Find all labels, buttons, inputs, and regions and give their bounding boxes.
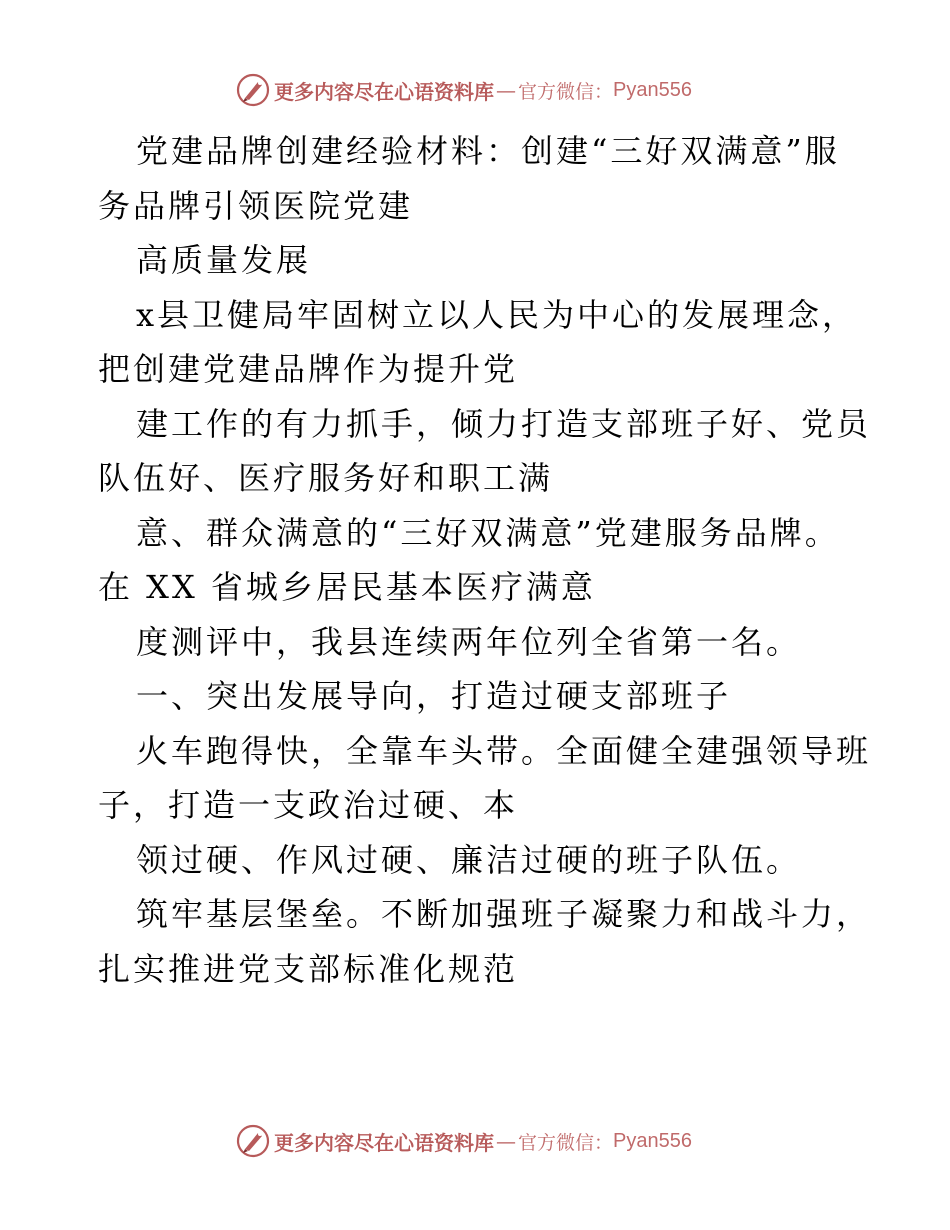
banner-account-id: Pyan556	[613, 78, 692, 101]
text-line: 筑牢基层堡垒。不断加强班子凝聚力和战斗力，	[136, 895, 872, 933]
text-line: 队伍好、医疗服务好和职工满	[98, 459, 554, 497]
text-line: 建工作的有力抓手，倾力打造支部班子好、党员	[136, 404, 872, 443]
banner-account-id: Pyan556	[613, 1129, 692, 1152]
text-line: 意、群众满意的“三好双满意”党建服务品牌。	[136, 513, 840, 552]
header-banner	[236, 70, 692, 110]
document-body	[98, 124, 872, 996]
text-line: 党建品牌创建经验材料：创建“三好双满意”服	[136, 132, 840, 170]
text-line: 务品牌引领医院党建	[98, 186, 414, 225]
pen-logo-icon	[236, 1124, 270, 1158]
text-line: 扎实推进党支部标准化规范	[98, 949, 519, 988]
banner-separator: —	[496, 78, 516, 102]
banner-main-text: 更多内容尽在心语资料库	[274, 1130, 494, 1155]
banner-label: 官方微信：	[518, 80, 614, 103]
text-line: x县卫健局牢固树立以人民为中心的发展理念，	[136, 295, 858, 334]
text-line: 一、突出发展导向，打造过硬支部班子	[136, 677, 732, 715]
text-line: 把创建党建品牌作为提升党	[98, 350, 519, 388]
text-line: 火车跑得快，全靠车头带。全面健全建强领导班	[136, 731, 872, 770]
banner-separator: —	[496, 1129, 516, 1153]
footer-banner	[236, 1121, 692, 1161]
text-line: 子，打造一支政治过硬、本	[98, 786, 519, 824]
text-line: 领过硬、作风过硬、廉洁过硬的班子队伍。	[136, 840, 802, 879]
text-line: 度测评中，我县连续两年位列全省第一名。	[136, 622, 802, 661]
text-line: 在 XX 省城乡居民基本医疗满意	[98, 568, 596, 606]
banner-label: 官方微信：	[518, 1131, 614, 1154]
pen-logo-icon	[236, 73, 270, 107]
text-line: 高质量发展	[136, 241, 312, 279]
banner-main-text: 更多内容尽在心语资料库	[274, 79, 494, 104]
